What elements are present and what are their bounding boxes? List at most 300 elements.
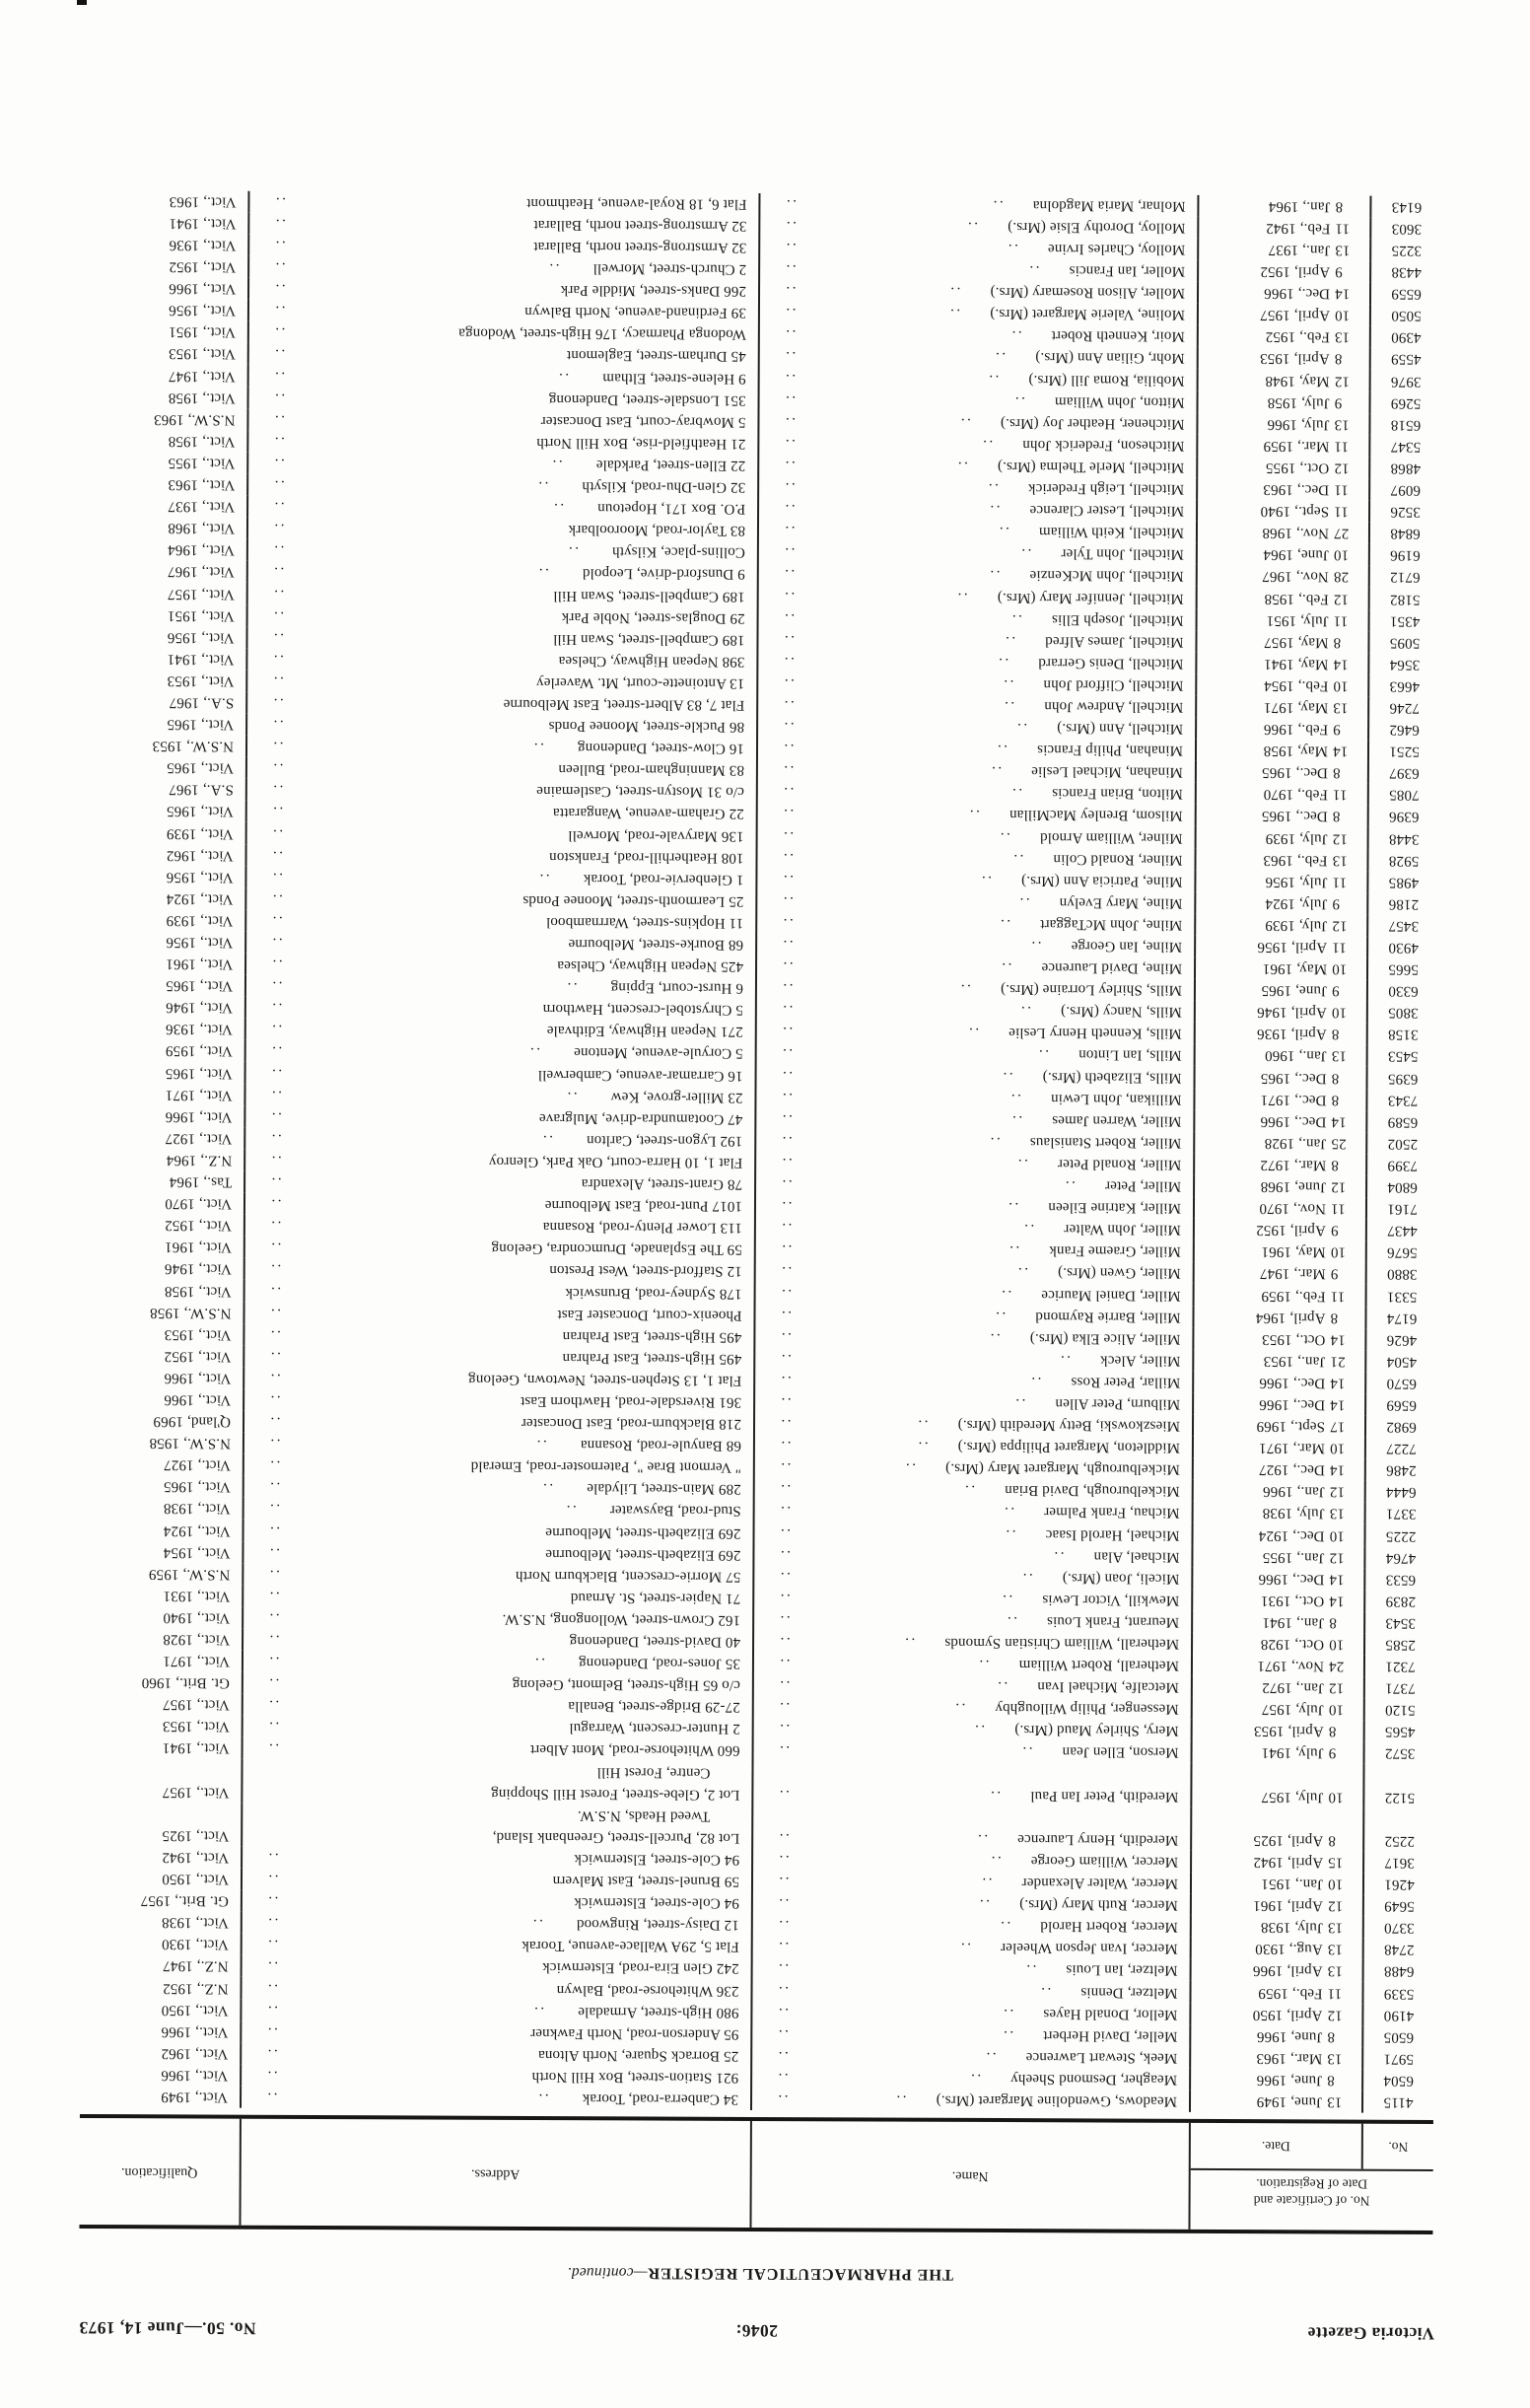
cell-qualification: N.S.W., 1958 <box>149 1304 232 1321</box>
dot-leader: .. <box>779 1263 793 1280</box>
cell-registration-date: 13July, 1966 <box>1196 413 1368 436</box>
cell-registration-date: 13Feb., 1963 <box>1194 848 1366 871</box>
person-name: Milburn, Peter Allen <box>1055 1395 1181 1412</box>
person-name: Mobilia, Roma Jill (Mrs.) <box>1028 371 1185 389</box>
cell-address <box>246 474 757 498</box>
cell-address <box>247 365 758 389</box>
dot-leader: .. <box>272 498 285 516</box>
person-name: Mellor, Donald Hayes <box>1043 2005 1178 2022</box>
person-name: Mitchell, John Tyler <box>1061 545 1184 563</box>
date-day: 15 <box>1328 1854 1344 1871</box>
date-day: 8 <box>1329 1614 1337 1631</box>
cell-name <box>750 2067 1189 2090</box>
cell-address <box>245 757 756 781</box>
cell-name <box>755 934 1194 957</box>
cell-registration-date: 14Dec., 1927 <box>1192 1458 1364 1481</box>
address-line <box>255 671 744 694</box>
address-line <box>253 1171 742 1195</box>
cell-qualification: Vict., 1927 <box>165 1130 233 1147</box>
dot-leader: .. <box>273 215 286 232</box>
address-text: 113 Lower Plenty-road, Rosanna <box>542 1219 742 1237</box>
cell-name <box>753 1478 1192 1502</box>
person-name: Mills, Kenneth Henry Leslie <box>1008 1025 1182 1042</box>
cell-address <box>243 1258 754 1282</box>
cell-qualification: Vict., 1965 <box>166 977 233 994</box>
address-text: 13 Antoinette-court, Mt. Waverley <box>535 673 745 691</box>
dot-leader: .. <box>996 654 1009 671</box>
cell-qualification: Vict., 1955 <box>168 455 236 471</box>
dot-leader: .. <box>958 981 971 998</box>
cell-certificate-no: 4390 <box>1369 326 1441 348</box>
person-name: Mitchell, Lester Clarence <box>1029 502 1185 520</box>
dot-leader: .. <box>777 1721 791 1737</box>
cell-address <box>240 1999 750 2022</box>
dot-leader: .. <box>995 1678 1008 1695</box>
dot-leader: .. <box>783 413 796 430</box>
cell-registration-date: 13April, 1966 <box>1190 1959 1362 1982</box>
cell-certificate-no: 5331 <box>1365 1285 1437 1307</box>
cell-registration-date: 9June, 1965 <box>1194 979 1366 1002</box>
dot-leader: .. <box>777 1656 791 1672</box>
cell-certificate-no: 3572 <box>1363 1742 1435 1764</box>
dot-leader: .. <box>1021 1221 1035 1238</box>
dot-leader: .. <box>1001 675 1014 693</box>
dot-leader: .. <box>781 915 794 932</box>
dot-leader: .. <box>1009 1111 1023 1128</box>
cell-certificate-no: 3158 <box>1366 1024 1438 1045</box>
cell-registration-date: 10May, 1961 <box>1194 957 1366 980</box>
cell-certificate-no: 4663 <box>1367 674 1439 696</box>
address-text: 136 Maryvale-road, Morwell <box>568 826 744 844</box>
cell-address <box>243 1215 754 1239</box>
date-day: 13 <box>1329 1505 1345 1523</box>
cell-name <box>752 1653 1191 1676</box>
person-name: Moline, Valerie Margaret (Mrs.) <box>990 306 1185 323</box>
address-line <box>252 1302 741 1325</box>
dot-leader: .. <box>265 1980 279 1997</box>
dot-leader: .. <box>782 544 796 561</box>
person-name: Miller, Katrine Eileen <box>1048 1199 1182 1216</box>
address-text: 57 Morrie-crescent, Blackburn North <box>515 1567 741 1585</box>
cell-qualification: Vict., 1958 <box>168 390 236 406</box>
date-day: 12 <box>1332 917 1348 934</box>
dot-leader: .. <box>1015 1156 1028 1172</box>
address-line <box>253 1280 742 1304</box>
dot-leader: .. <box>1002 1504 1015 1521</box>
cell-address <box>245 626 756 650</box>
cell-qualification: N.Z., 1964 <box>166 1152 233 1169</box>
address-text: 32 Glen-Dhu-road, Kilsyth <box>582 478 746 495</box>
date-day: 8 <box>1327 2072 1335 2089</box>
person-name: Miller, Gwen (Mrs.) <box>1057 1264 1181 1282</box>
cell-registration-date: 10May, 1961 <box>1193 1240 1365 1263</box>
cell-address <box>243 1411 753 1435</box>
date-day: 13 <box>1327 2050 1343 2067</box>
cell-address <box>240 2064 750 2088</box>
cell-name <box>758 390 1197 413</box>
dot-leader: .. <box>782 653 795 670</box>
dot-leader: .. <box>984 2048 997 2065</box>
date-day: 14 <box>1330 1375 1346 1391</box>
address-text: 47 Cootamundra-drive, Mulgrave <box>538 1109 743 1127</box>
date-day: 13 <box>1327 1941 1344 1957</box>
cell-qualification: Vict., 1966 <box>161 2067 229 2084</box>
dot-leader: .. <box>780 1176 793 1193</box>
cell-qualification: Vict., 1927 <box>163 1456 231 1473</box>
date-day: 14 <box>1329 1461 1346 1478</box>
cell-registration-date: 10Feb., 1954 <box>1195 674 1367 697</box>
address-line <box>252 1411 741 1435</box>
cell-name <box>754 1152 1193 1175</box>
dot-leader: .. <box>782 674 795 692</box>
date-day: 11 <box>1334 481 1349 498</box>
cell-name <box>757 433 1196 457</box>
cell-registration-date: 12June, 1968 <box>1193 1175 1365 1198</box>
date-day: 25 <box>1331 1135 1347 1152</box>
date-day: 14 <box>1334 285 1351 302</box>
dot-leader: .. <box>783 435 796 453</box>
cell-name <box>752 1588 1191 1611</box>
cell-certificate-no: 2585 <box>1363 1634 1435 1656</box>
dot-leader: .. <box>779 1328 792 1345</box>
date-day: 11 <box>1332 786 1348 803</box>
cell-address <box>241 1847 751 1871</box>
dot-leader: .. <box>271 716 284 733</box>
dot-leader: .. <box>998 1918 1011 1935</box>
address-text: Flat 5, 29A Wallace-avenue, Toorak <box>522 1938 739 1955</box>
person-name: Molnar, Maria Magdolna <box>1032 197 1186 214</box>
dot-leader: .. <box>1002 698 1015 715</box>
cell-name <box>755 912 1194 936</box>
person-name: Milne, David Laurence <box>1041 959 1183 976</box>
cell-registration-date: 8Dec., 1965 <box>1195 805 1367 827</box>
address-line <box>250 1869 739 1892</box>
cell-name <box>752 1522 1191 1545</box>
address-text: 5 Mowbray-court, East Doncaster <box>540 412 746 430</box>
address-text: 9 Dunsford-drive, Leopold <box>582 565 745 583</box>
dot-leader: .. <box>979 872 993 888</box>
dot-leader: .. <box>564 1502 577 1519</box>
person-name: Mitchell, Jennifer Mary (Mrs.) <box>997 589 1184 606</box>
person-name: Meltzer, Dennis <box>1080 1983 1178 2001</box>
date-day: 13 <box>1334 416 1350 433</box>
cell-certificate-no: 5453 <box>1366 1045 1438 1067</box>
cell-certificate-no: 5251 <box>1367 741 1439 762</box>
address-text: Stud-road, Bayswater <box>609 1502 741 1520</box>
dot-leader: .. <box>776 1960 790 1977</box>
cell-certificate-no: 3543 <box>1363 1611 1435 1633</box>
dot-leader: .. <box>955 458 968 474</box>
cell-certificate-no: 3225 <box>1369 240 1441 261</box>
cell-certificate-no: 4190 <box>1361 2004 1433 2025</box>
cell-qualification: Vict., 1956 <box>169 302 236 319</box>
address-line <box>253 1215 742 1239</box>
cell-address <box>243 1171 754 1195</box>
cell-address <box>247 190 758 214</box>
address-line <box>254 997 743 1021</box>
dot-leader: .. <box>780 1089 794 1105</box>
cell-qualification: Vict., 1965 <box>167 716 235 733</box>
date-day: 13 <box>1333 699 1349 716</box>
cell-registration-date: 11July, 1951 <box>1196 608 1368 631</box>
cell-address <box>242 1651 752 1674</box>
cell-name <box>750 2089 1189 2112</box>
address-text: Wodonga Pharmacy, 176 High-street, Wodonga <box>458 325 746 343</box>
address-line <box>252 1476 741 1500</box>
date-day: 13 <box>1327 1919 1344 1936</box>
address-line <box>257 256 746 280</box>
date-day: 8 <box>1328 1832 1336 1849</box>
address-line <box>252 1520 741 1543</box>
cell-registration-date: 13Jan., 1960 <box>1194 1044 1366 1067</box>
person-name: Minahan, Michael Leslie <box>1031 763 1183 781</box>
address-text: 1017 Punt-road, East Melbourne <box>544 1197 743 1215</box>
cell-address <box>242 1541 752 1565</box>
person-name: Millar, Peter Ross <box>1071 1374 1181 1390</box>
cell-certificate-no: 5928 <box>1366 849 1438 871</box>
dot-leader: .. <box>783 479 796 496</box>
dot-leader: .. <box>780 1110 793 1127</box>
table-row <box>81 1758 1434 1807</box>
date-day: 11 <box>1333 612 1349 629</box>
address-text: Flat 1, 13 Stephen-street, Newtown, Geelong <box>467 1371 742 1388</box>
date-day: 12 <box>1328 1679 1345 1696</box>
cell-address <box>243 1084 754 1107</box>
cell-name <box>755 956 1194 979</box>
cell-address <box>245 736 756 759</box>
date-day: 12 <box>1332 830 1348 847</box>
date-day: 12 <box>1334 373 1350 390</box>
cell-address <box>244 954 755 977</box>
dot-leader: .. <box>782 566 796 583</box>
cell-name <box>756 716 1195 740</box>
dot-leader: .. <box>967 807 980 823</box>
cell-certificate-no: 6396 <box>1367 806 1439 827</box>
person-name: Mercer, William George <box>1030 1853 1179 1870</box>
dot-leader: .. <box>780 1045 794 1062</box>
dot-leader: .. <box>266 1849 279 1866</box>
address-line <box>255 714 744 738</box>
address-text: 2 Hunter-crescent, Warragul <box>569 1720 740 1737</box>
dot-leader: .. <box>916 1438 929 1454</box>
cell-name <box>758 302 1197 325</box>
dot-leader: .. <box>986 371 1000 388</box>
cell-certificate-no: 6097 <box>1368 479 1440 501</box>
address-line <box>251 1607 740 1631</box>
dot-leader: .. <box>968 2070 982 2087</box>
dot-leader: .. <box>534 1437 547 1453</box>
person-name: Milne, Mary Evelyn <box>1059 894 1183 911</box>
cell-qualification: Vict., 1946 <box>164 1260 232 1278</box>
dot-leader: .. <box>269 1022 283 1038</box>
cell-qualification: Vict., 1952 <box>165 1217 232 1234</box>
person-name: Meagher, Desmond Sheehy <box>1010 2071 1178 2088</box>
dot-leader: .. <box>269 1152 282 1169</box>
dot-leader: .. <box>782 719 795 736</box>
cell-certificate-no: 4930 <box>1366 937 1438 958</box>
person-name: Minahan, Philip Francis <box>1036 742 1184 759</box>
dot-leader: .. <box>265 2045 278 2062</box>
cell-name <box>750 2001 1189 2024</box>
cell-qualification: Vict., 1971 <box>163 1653 231 1669</box>
cell-address <box>243 1454 753 1478</box>
address-line <box>254 866 743 889</box>
date-day: 10 <box>1330 1243 1347 1260</box>
dot-leader: .. <box>1003 1525 1016 1542</box>
address-text: 83 Taylor-road, Mooroolbark <box>568 522 746 539</box>
date-day: 14 <box>1329 1593 1345 1609</box>
dot-leader: .. <box>977 1896 991 1913</box>
cell-registration-date: 8May, 1957 <box>1195 631 1367 654</box>
address-text: 9 Helene-street, Eltham <box>602 369 746 387</box>
cell-qualification: Q'land, 1969 <box>153 1413 232 1430</box>
person-name: Mitchell, Joseph Ellis <box>1051 610 1184 628</box>
address-text: 39 Ferdinand-avenue, North Balwyn <box>524 304 746 321</box>
cell-registration-date: 12Jan., 1955 <box>1191 1545 1363 1568</box>
dot-leader: .. <box>915 1416 929 1433</box>
dot-leader: .. <box>269 1000 283 1017</box>
address-line-2: Tweed Heads, N.S.W. <box>577 1806 711 1824</box>
dot-leader: .. <box>272 368 286 385</box>
address-line <box>250 1912 739 1936</box>
address-text: 266 Danks-street, Middle Park <box>560 282 747 300</box>
dot-leader: .. <box>271 607 285 624</box>
address-line <box>253 1128 742 1152</box>
dot-leader: .. <box>546 260 560 277</box>
cell-certificate-no: 2839 <box>1363 1590 1435 1611</box>
dot-leader: .. <box>988 1133 1001 1150</box>
person-name: Miller, Daniel Maurice <box>1041 1286 1181 1304</box>
date-day: 10 <box>1329 1527 1345 1544</box>
address-line <box>255 822 744 846</box>
dot-leader: .. <box>778 1481 792 1498</box>
date-day: 11 <box>1332 939 1347 956</box>
dot-leader: .. <box>271 673 284 689</box>
cell-address <box>246 453 757 476</box>
dot-leader: .. <box>265 1892 279 1910</box>
dot-leader: .. <box>265 2002 278 2018</box>
cell-qualification: Vict., 1965 <box>165 1064 233 1082</box>
person-name: Mills, Nancy (Mrs.) <box>1060 1003 1182 1021</box>
cell-address <box>247 213 758 237</box>
address-text: Flat 6, 18 Royal-avenue, Heathmont <box>526 194 747 212</box>
date-day: 12 <box>1329 1549 1345 1566</box>
address-line <box>255 692 744 716</box>
date-day: 8 <box>1331 1092 1340 1108</box>
address-text: 40 David-street, Dandenong <box>569 1633 741 1650</box>
cell-certificate-no: 5676 <box>1365 1241 1437 1263</box>
cell-qualification: Vict., 1925 <box>162 1827 230 1844</box>
dot-leader: .. <box>782 588 796 604</box>
cell-name <box>755 999 1194 1023</box>
cell-address <box>240 2020 750 2044</box>
cell-qualification: Vict., 1924 <box>166 890 234 907</box>
cell-qualification: Vict., 1963 <box>169 193 237 210</box>
column-header-certificate-group <box>1188 2123 1432 2231</box>
date-day: 13 <box>1327 1962 1343 1980</box>
date-day: 10 <box>1333 546 1350 563</box>
cell-address <box>241 1890 751 1914</box>
person-name: Mitcheson, Frederick John <box>1022 437 1185 454</box>
cell-certificate-no: 6174 <box>1364 1307 1436 1328</box>
cell-certificate-no: 4504 <box>1364 1350 1436 1372</box>
person-name: Mieszkowski, Betty Meredith (Mrs.) <box>957 1416 1181 1434</box>
cell-certificate-no: 2252 <box>1362 1807 1434 1852</box>
address-text: Flat 1, 10 Harra-court, Oak Park, Glenroy <box>488 1153 743 1170</box>
cell-certificate-no: 3448 <box>1367 827 1439 849</box>
cell-certificate-no: 5122 <box>1362 1764 1434 1808</box>
cell-certificate-no: 7085 <box>1367 784 1439 806</box>
person-name: Miller, Ronald Peter <box>1057 1156 1182 1172</box>
date-day: 9 <box>1334 394 1343 411</box>
person-name: Meadows, Gwendoline Margaret (Mrs.) <box>936 2091 1178 2109</box>
date-day: 14 <box>1330 1396 1346 1413</box>
dot-leader: .. <box>782 631 796 648</box>
cell-certificate-no: 3880 <box>1365 1263 1437 1285</box>
cell-registration-date: 12May, 1948 <box>1197 369 1369 391</box>
person-name: Mitchell, Leigh Frederick <box>1027 480 1185 497</box>
cell-registration-date: 13Jan., 1937 <box>1197 239 1369 261</box>
dot-leader: .. <box>998 915 1011 933</box>
cell-name <box>756 738 1195 761</box>
cell-address <box>243 1193 754 1217</box>
dot-leader: .. <box>565 1088 578 1104</box>
dot-leader: .. <box>1000 1591 1013 1607</box>
dot-leader: .. <box>1017 893 1030 911</box>
date-day: 11 <box>1330 1200 1346 1217</box>
dot-leader: .. <box>1005 1613 1017 1630</box>
address-line <box>250 1847 739 1871</box>
cell-address <box>243 1105 754 1129</box>
address-line <box>257 278 746 302</box>
dot-leader: .. <box>782 523 796 539</box>
cell-qualification: Vict., 1954 <box>163 1543 231 1561</box>
cell-qualification: Vict., 1966 <box>161 2023 229 2040</box>
person-name: Miller, Alice Elka (Mrs.) <box>1029 1329 1181 1347</box>
person-name: Meller, David Herbert <box>1043 2026 1178 2044</box>
dot-leader: .. <box>270 912 283 929</box>
dot-leader: .. <box>1015 1264 1028 1281</box>
cell-address <box>242 1716 752 1739</box>
cell-name <box>753 1456 1192 1480</box>
dot-leader: .. <box>265 1915 279 1932</box>
cell-address <box>243 1345 753 1369</box>
address-text: 95 Anderson-road, North Fawkner <box>530 2024 739 2042</box>
issue-and-date: No. 50.—June 14, 1973 <box>78 2317 256 2339</box>
dot-leader: .. <box>986 480 999 497</box>
address-line <box>257 343 746 367</box>
date-day: 8 <box>1335 198 1344 215</box>
address-line <box>255 801 744 824</box>
cell-name <box>756 694 1195 718</box>
cell-certificate-no: 4626 <box>1364 1328 1436 1350</box>
dot-leader: .. <box>268 1326 281 1343</box>
date-day: 9 <box>1332 895 1341 912</box>
address-text: 6 Hurst-court, Epping <box>610 979 743 997</box>
dot-leader: .. <box>537 870 550 886</box>
cell-qualification: Vict., 1957 <box>162 1784 230 1801</box>
cell-certificate-no: 6559 <box>1369 283 1441 305</box>
dot-leader: .. <box>947 306 961 322</box>
address-line <box>249 1977 738 2001</box>
dot-leader: .. <box>780 1132 793 1149</box>
cell-registration-date: 8Dec., 1971 <box>1193 1088 1365 1110</box>
cell-qualification: Vict., 1962 <box>166 847 234 864</box>
cell-qualification: Vict., 1958 <box>164 1282 232 1300</box>
cell-name <box>756 673 1195 696</box>
dot-leader: .. <box>776 2025 789 2042</box>
person-name: Molloy, Charles Irvine <box>1047 241 1186 257</box>
